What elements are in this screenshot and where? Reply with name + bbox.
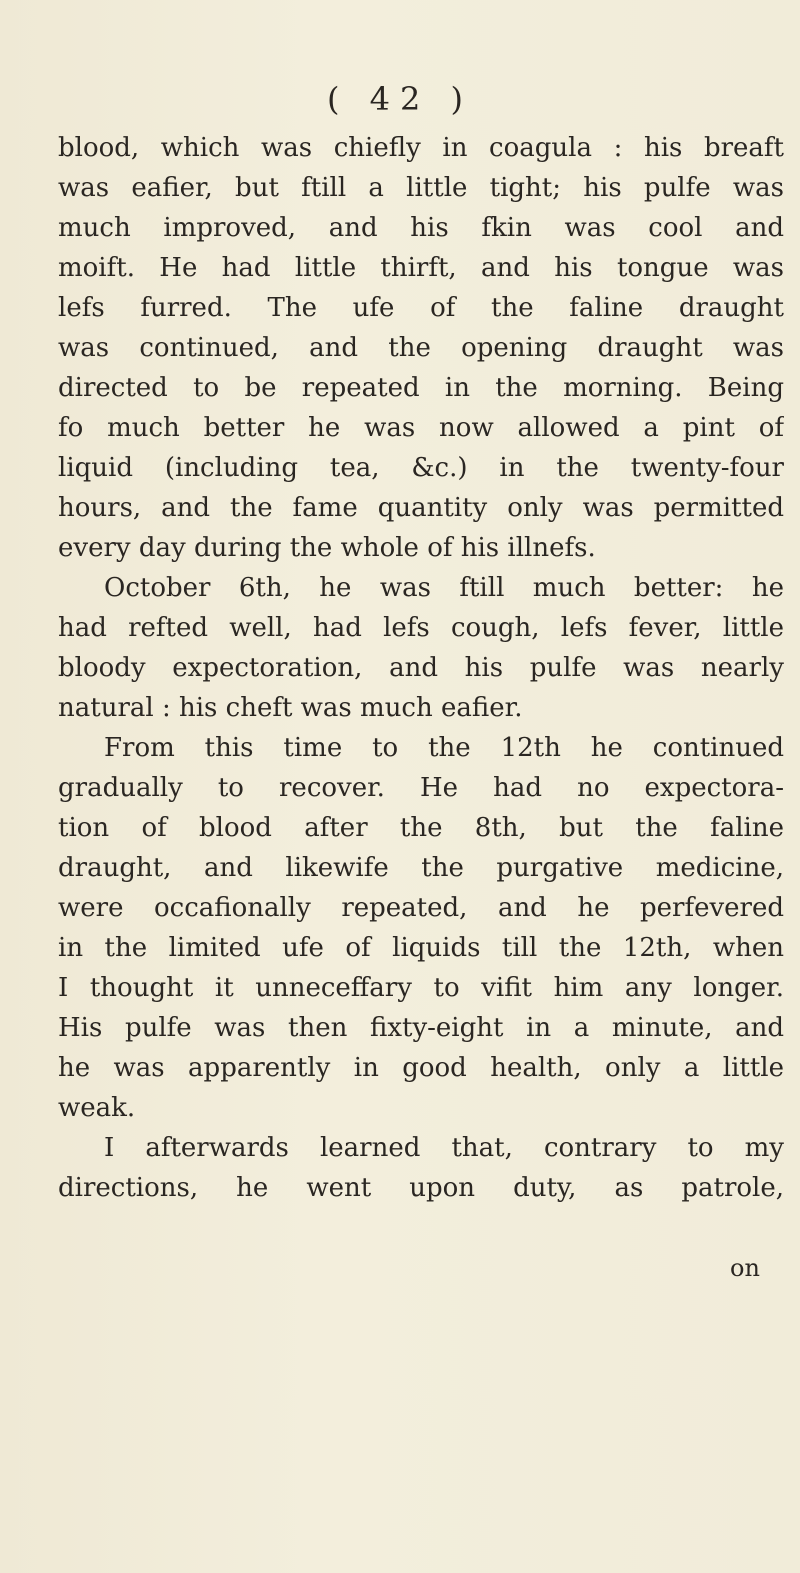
text-line: gradually to recover. He had no expectora- (58, 773, 784, 803)
text-line: liquid (including tea, &c.) in the twenty-four (58, 453, 784, 483)
text-line: lefs furred. The ufe of the faline draught (58, 293, 784, 323)
text-line: was continued, and the opening draught was (58, 333, 784, 363)
text-line: directions, he went upon duty, as patrole, (58, 1173, 784, 1203)
text-line: he was apparently in good health, only a little (58, 1053, 784, 1083)
text-line: in the limited ufe of liquids till the 12th, when (58, 933, 784, 963)
text-line: tion of blood after the 8th, but the faline (58, 813, 784, 843)
page-number: ( 42 ) (326, 80, 474, 118)
text-line: every day during the whole of his illnefs. (58, 533, 596, 563)
text-line: natural : his cheft was much eafier. (58, 693, 523, 723)
text-line: hours, and the fame quantity only was permitted (58, 493, 784, 523)
text-line: October 6th, he was ftill much better: he (104, 573, 784, 603)
text-line: were occafionally repeated, and he perfevered (58, 893, 784, 923)
text-line: I afterwards learned that, contrary to my (104, 1133, 784, 1163)
text-line: weak. (58, 1093, 136, 1123)
text-line: moift. He had little thirft, and his tongue was (58, 253, 784, 283)
catchword: on (730, 1254, 760, 1282)
text-line: much improved, and his fkin was cool and (58, 213, 784, 243)
text-line: blood, which was chiefly in coagula : his breaft (58, 133, 784, 163)
text-line: I thought it unneceffary to vifit him any longer. (58, 973, 784, 1003)
text-line: draught, and likewife the purgative medicine, (58, 853, 784, 883)
text-line: was eafier, but ftill a little tight; his pulfe was (58, 173, 784, 203)
text-line: bloody expectoration, and his pulfe was nearly (58, 653, 784, 683)
text-line: fo much better he was now allowed a pint of (58, 413, 784, 443)
text-line: directed to be repeated in the morning. Being (58, 373, 784, 403)
text-line: His pulfe was then fixty-eight in a minute, and (58, 1013, 784, 1043)
text-line: From this time to the 12th he continued (104, 733, 784, 763)
text-line: had refted well, had lefs cough, lefs fever, little (58, 613, 784, 643)
